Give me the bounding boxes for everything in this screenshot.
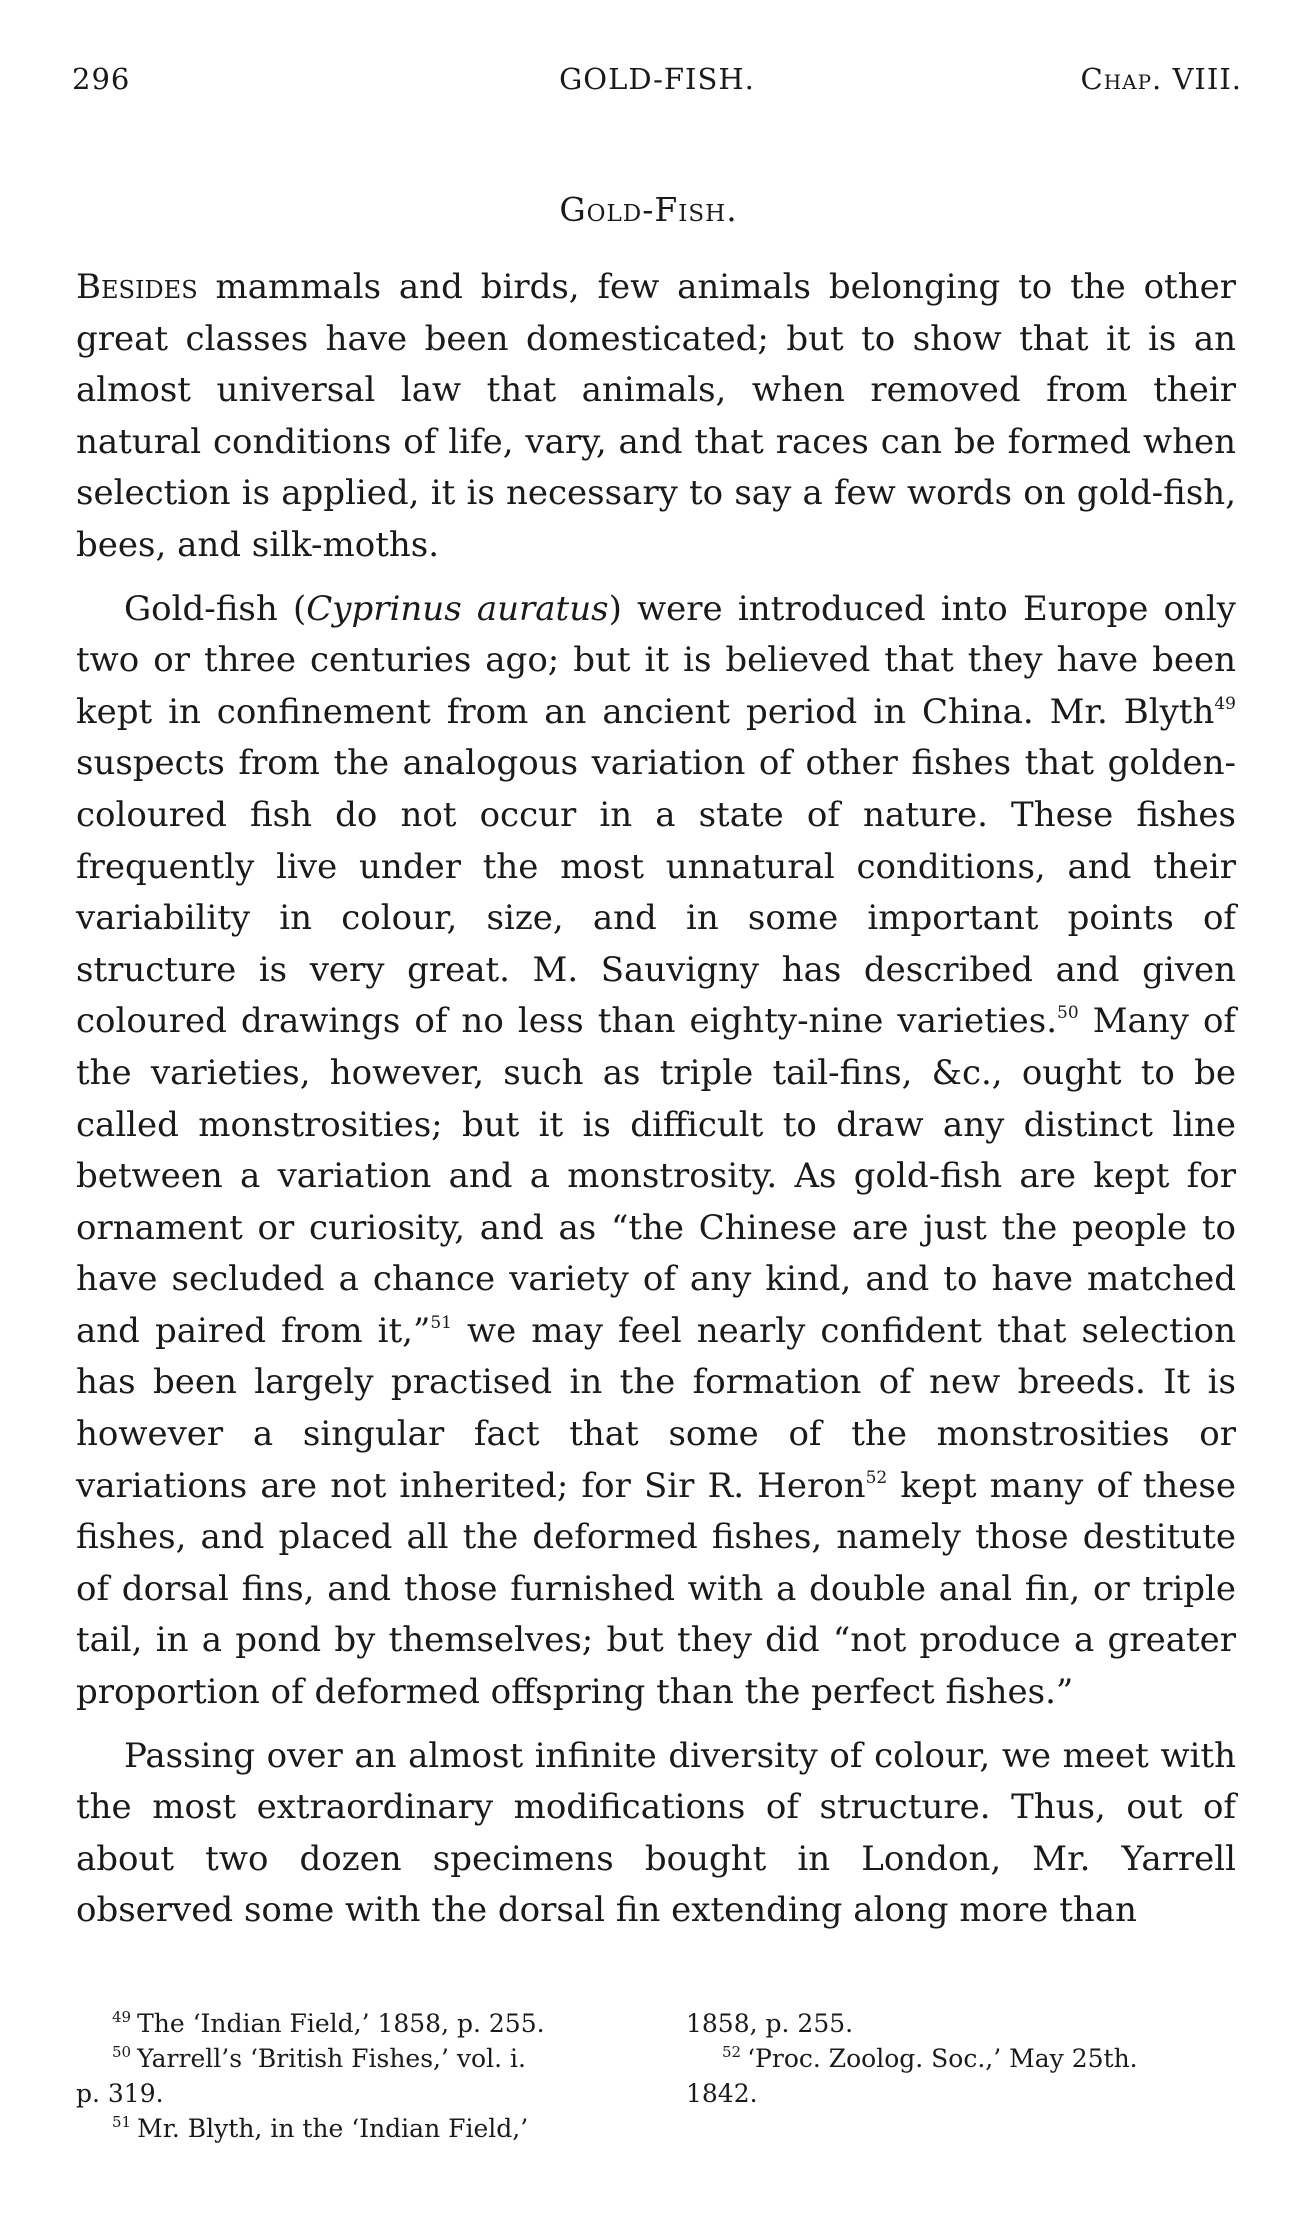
footnote bbox=[76, 2111, 656, 2146]
footnote bbox=[76, 2006, 656, 2041]
body-text bbox=[76, 262, 1236, 1949]
footnote-ref: 51 bbox=[430, 1312, 452, 1333]
paragraph-2-text: kept many of these fishes, and placed all the deformed fishes, namely those destitute of dorsal fins, and those furnished with a double anal fin, or triple tail, in a pond by themselves; but they did “not produce a greater proportion of deformed offspring than the perfect fishes.” bbox=[76, 1465, 1236, 1713]
page-number: 296 bbox=[72, 62, 131, 96]
running-head bbox=[72, 62, 1242, 102]
species-name: Cyprinus auratus bbox=[306, 588, 609, 629]
paragraph-lead-word: Besides bbox=[76, 267, 198, 307]
footnote-number: 49 bbox=[112, 2008, 132, 2026]
running-title: GOLD-FISH. bbox=[559, 62, 755, 96]
footnote-continuation: p. 319. bbox=[76, 2079, 164, 2108]
footnote-text: ‘Proc. Zoolog. Soc.,’ May 25th. bbox=[747, 2044, 1138, 2073]
footnote-continuation: 1842. bbox=[686, 2079, 758, 2108]
paragraph-2-text: Gold-fish ( bbox=[124, 588, 307, 629]
footnote-number: 52 bbox=[722, 2043, 742, 2061]
footnotes-left-column bbox=[76, 2006, 656, 2146]
footnote-ref: 50 bbox=[1057, 1003, 1079, 1024]
footnote bbox=[686, 2041, 1236, 2111]
paragraph-2-text: we may feel nearly confident that selection has been largely practised in the formation of new breeds. It is however a singular fact that some of the monstrosities or variations are not inherited; for Sir R. Heron bbox=[76, 1310, 1236, 1506]
footnote-number: 51 bbox=[112, 2113, 132, 2131]
footnote-number: 50 bbox=[112, 2043, 132, 2061]
chapter-label: Chap. VIII. bbox=[1080, 62, 1242, 96]
paragraph-1-text: mammals and birds, few animals belonging to the other great classes have been domesticated; but to show that it is an almost universal law that animals, when removed from their natural conditions of life, vary, and that races can be formed when selection is applied, it is necessary to say a few words on gold-fish, bees, and silk-moths. bbox=[76, 267, 1236, 565]
paragraph-3: Passing over an almost infinite diversity of colour, we meet with the most extraordinary modifications of structure. Thus, out of about two dozen specimens bought in London, Mr. Yarrell observed some with the dorsal fin extending along more than bbox=[76, 1735, 1236, 1931]
footnote-text: The ‘Indian Field,’ 1858, p. 255. bbox=[137, 2009, 545, 2038]
footnote-text: Mr. Blyth, in the ‘Indian Field,’ bbox=[137, 2114, 529, 2143]
footnote-ref: 49 bbox=[1214, 693, 1236, 714]
footnote bbox=[686, 2006, 1236, 2041]
footnote-continuation: 1858, p. 255. bbox=[686, 2009, 854, 2038]
paragraph-1 bbox=[76, 262, 1236, 572]
paragraph-2-text: ) were introduced into Europe only two or three centuries ago; but it is believed that they have been kept in confinement from an ancient period in China. Mr. Blyth bbox=[76, 588, 1237, 732]
paragraph-2-text: suspects from the analogous variation of other fishes that golden-coloured fish do not occur in a state of nature. These fishes frequently live under the most unnatural conditions, and their variability in colour, size, and in some important points of structure is very great. M. Sauvigny has described and given coloured drawings of no less than eighty-nine varieties. bbox=[76, 743, 1236, 1042]
paragraph-2-text: Many of the varieties, however, such as triple tail-fins, &c., ought to be called monstrosities; but it is difficult to draw any distinct line between a variation and a monstrosity. As gold-fish are kept for ornament or curiosity, and as “the Chinese are just the people to have secluded a chance variety of any kind, and to have matched and paired from it,” bbox=[76, 1001, 1236, 1351]
section-title: Gold-Fish. bbox=[559, 190, 738, 229]
footnotes-right-column bbox=[686, 2006, 1236, 2111]
footnote-text: Yarrell’s ‘British Fishes,’ vol. i. bbox=[137, 2044, 526, 2073]
footnote bbox=[76, 2041, 656, 2111]
footnote-ref: 52 bbox=[865, 1467, 888, 1488]
paragraph-2 bbox=[76, 584, 1236, 1719]
